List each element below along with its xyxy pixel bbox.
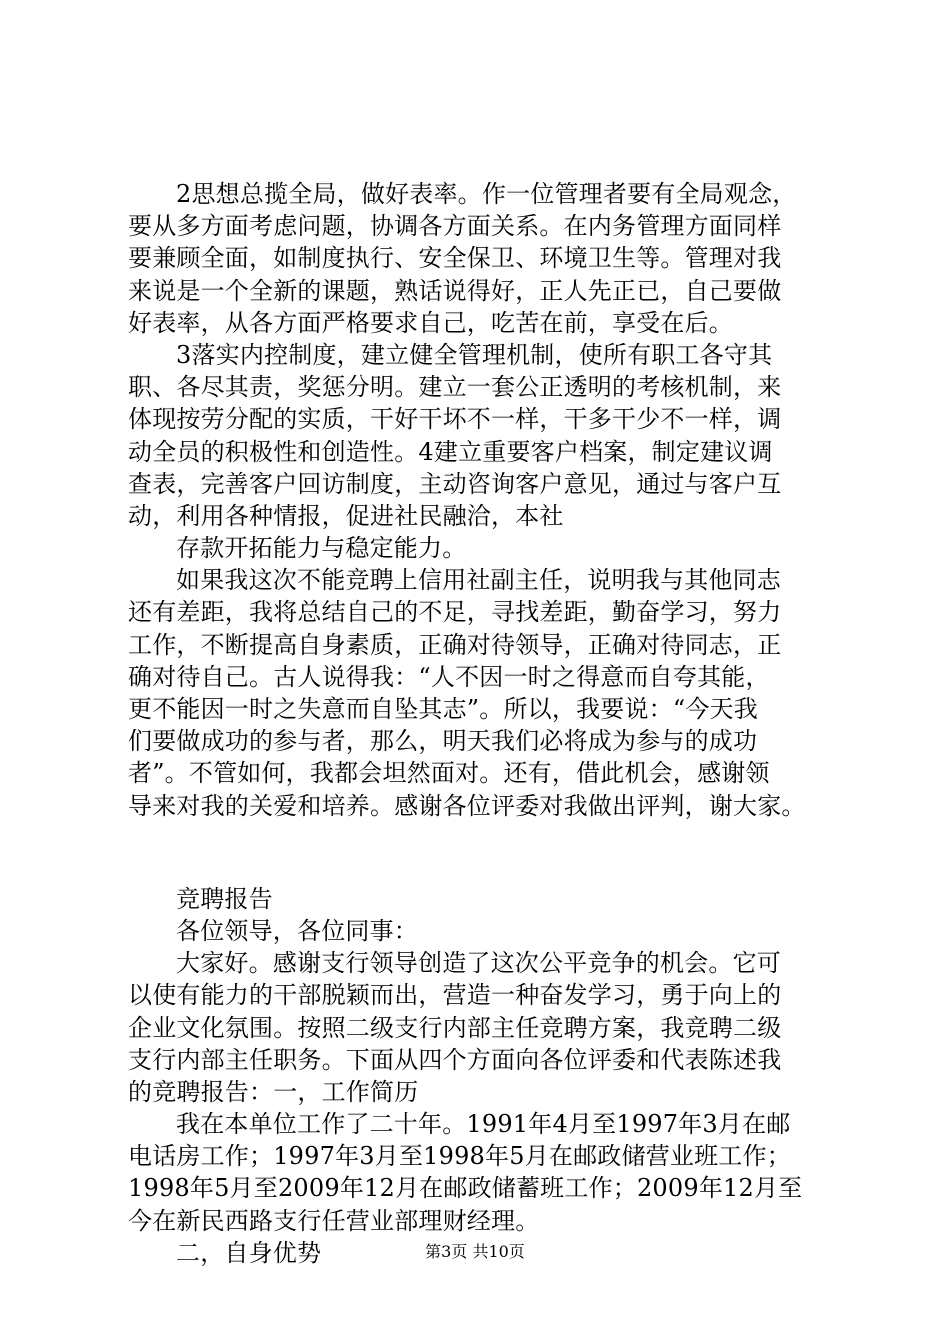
text-line: 还有差距，我将总结自己的不足，寻找差距，勤奋学习，努力 — [128, 598, 782, 627]
text-line: 如果我这次不能竞聘上信用社副主任，说明我与其他同志 — [176, 566, 781, 595]
text-line: 我在本单位工作了二十年。1991年4月至1997年3月在邮 — [176, 1110, 791, 1139]
text-line: 电话房工作；1997年3月至1998年5月在邮政储营业班工作； — [128, 1142, 791, 1171]
text-line: 动，利用各种情报，促进社民融洽，本社 — [128, 501, 564, 530]
paragraph — [128, 564, 868, 822]
text-line: 确对待自己。古人说得我：“人不因一时之得意而自夸其能， — [128, 662, 770, 691]
text-line: 二，自身优势 — [176, 1238, 322, 1267]
text-line: 今在新民西路支行任营业部理财经理。 — [128, 1206, 540, 1235]
text-line: 大家好。感谢支行领导创造了这次公平竞争的机会。它可 — [176, 949, 781, 978]
text-line: 更不能因一时之失意而自坠其志”。所以，我要说：“今天我 — [128, 695, 758, 723]
section-gap — [128, 822, 868, 883]
text-line: 各位领导，各位同事： — [176, 916, 418, 945]
text-line: 工作，不断提高自身素质，正确对待领导，正确对待同志，正 — [128, 630, 782, 659]
text-line: 企业文化氛围。按照二级支行内部主任竞聘方案，我竞聘二级 — [128, 1013, 782, 1042]
paragraph — [128, 339, 868, 532]
text-line: 以使有能力的干部脱颖而出，营造一种奋发学习，勇于向上的 — [128, 981, 782, 1010]
text-line: 存款开拓能力与稳定能力。 — [176, 534, 467, 563]
text-line: 来说是一个全新的课题，熟话说得好，正人先正已，自己要做 — [128, 276, 782, 305]
text-line: 要兼顾全面，如制度执行、安全保卫、环境卫生等。管理对我 — [128, 244, 782, 273]
section-heading — [128, 883, 868, 915]
text-line: 动全员的积极性和创造性。4建立重要客户档案，制定建议调 — [128, 437, 773, 466]
text-line: 要从多方面考虑问题，协调各方面关系。在内务管理方面同样 — [128, 212, 782, 241]
page-number: 第3页 共10页 — [425, 1242, 525, 1261]
paragraph — [128, 947, 868, 1108]
text-line: 导来对我的关爱和培养。感谢各位评委对我做出评判，谢大家。 — [128, 791, 806, 820]
text-line: 职、各尽其责，奖惩分明。建立一套公正透明的考核机制，来 — [128, 373, 782, 402]
page-footer — [0, 1242, 950, 1262]
paragraph — [128, 1108, 868, 1237]
document-body — [128, 178, 868, 1269]
text-line: 3落实内控制度，建立健全管理机制，使所有职工各守其 — [176, 340, 773, 369]
text-line: 1998年5月至2009年12月在邮政储蓄班工作；2009年12月至 — [128, 1174, 803, 1203]
text-line: 的竞聘报告：一，工作简历 — [128, 1077, 419, 1106]
salutation — [128, 915, 868, 947]
text-line: 查表，完善客户回访制度，主动咨询客户意见，通过与客户互 — [128, 469, 782, 498]
paragraph — [128, 532, 868, 564]
heading-line: 竞聘报告 — [176, 884, 273, 913]
text-line: 体现按劳分配的实质，干好干坏不一样，干多干少不一样，调 — [128, 405, 782, 434]
paragraph — [128, 178, 868, 339]
text-line: 者”。不管如何，我都会坦然面对。还有，借此机会，感谢领 — [128, 759, 770, 788]
text-line: 支行内部主任职务。下面从四个方面向各位评委和代表陈述我 — [128, 1045, 782, 1074]
text-line: 们要做成功的参与者，那么，明天我们必将成为参与的成功 — [128, 727, 758, 756]
text-line: 2思想总揽全局，做好表率。作一位管理者要有全局观念， — [176, 180, 797, 208]
text-line: 好表率，从各方面严格要求自己，吃苦在前，享受在后。 — [128, 308, 733, 337]
